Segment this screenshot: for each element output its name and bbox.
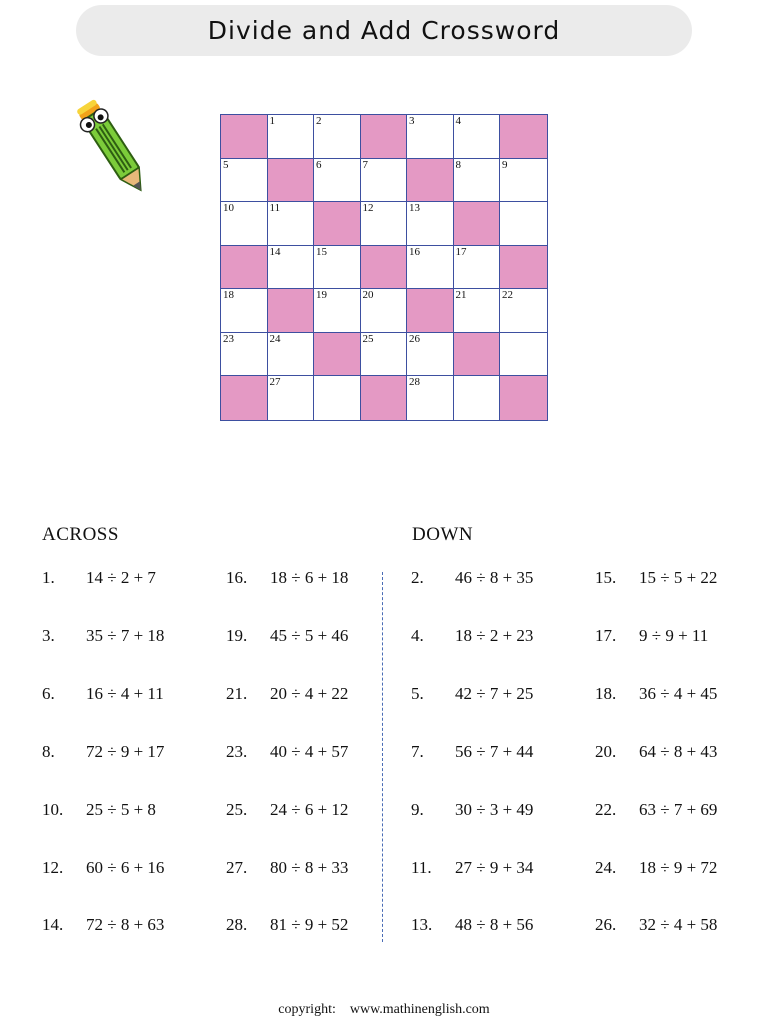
answer-cell[interactable] bbox=[500, 159, 547, 203]
cell-number: 25 bbox=[362, 332, 374, 345]
shaded-cell bbox=[500, 115, 547, 159]
shaded-cell bbox=[361, 376, 408, 420]
cell-number: 4 bbox=[455, 115, 461, 127]
shaded-cell bbox=[221, 246, 268, 290]
cell-number: 23 bbox=[223, 332, 234, 345]
answer-cell[interactable] bbox=[361, 159, 408, 203]
cell-number: 10 bbox=[223, 202, 234, 214]
cell-number: 19 bbox=[316, 289, 327, 301]
shaded-cell bbox=[314, 202, 361, 246]
cell-number: 24 bbox=[269, 332, 281, 345]
shaded-cell bbox=[314, 333, 361, 377]
clue-expression: 45 ÷ 5 + 46 bbox=[270, 626, 349, 645]
answer-cell[interactable] bbox=[314, 115, 361, 159]
clue-number: 12. bbox=[42, 858, 64, 877]
answer-cell[interactable] bbox=[407, 376, 454, 420]
shaded-cell bbox=[500, 376, 547, 420]
answer-cell[interactable] bbox=[407, 333, 454, 377]
clue-expression: 80 ÷ 8 + 33 bbox=[270, 858, 349, 877]
down-heading: DOWN bbox=[412, 524, 474, 545]
clue-expression: 48 ÷ 8 + 56 bbox=[455, 915, 534, 934]
answer-cell[interactable] bbox=[314, 159, 361, 203]
page-title: Divide and Add Crossword bbox=[207, 16, 561, 45]
clue-number: 20. bbox=[595, 742, 617, 761]
clue-expression: 16 ÷ 4 + 11 bbox=[86, 684, 164, 703]
clue-expression: 72 ÷ 9 + 17 bbox=[86, 742, 165, 761]
clue-expression: 32 ÷ 4 + 58 bbox=[639, 915, 718, 934]
shaded-cell bbox=[361, 246, 408, 290]
clue-expression: 18 ÷ 6 + 18 bbox=[270, 568, 349, 587]
clue-expression: 40 ÷ 4 + 57 bbox=[270, 742, 349, 761]
answer-cell[interactable] bbox=[454, 246, 501, 290]
cell-number: 16 bbox=[409, 245, 420, 258]
clue-expression: 63 ÷ 7 + 69 bbox=[639, 800, 718, 819]
clue-number: 13. bbox=[411, 915, 433, 934]
cell-number: 9 bbox=[502, 158, 508, 171]
clue-expression: 72 ÷ 8 + 63 bbox=[86, 915, 165, 934]
clue-number: 16. bbox=[226, 568, 248, 587]
shaded-cell bbox=[407, 159, 454, 203]
clue-number: 1. bbox=[42, 568, 55, 587]
clue-number: 22. bbox=[595, 800, 617, 819]
cell-number: 21 bbox=[455, 289, 467, 301]
cell-number: 2 bbox=[316, 115, 322, 127]
answer-cell[interactable] bbox=[314, 289, 361, 333]
clue-number: 4. bbox=[411, 626, 424, 645]
clue-number: 19. bbox=[226, 626, 248, 645]
answer-cell[interactable] bbox=[500, 333, 547, 377]
clue-number: 26. bbox=[595, 915, 617, 934]
cell-number: 13 bbox=[409, 202, 420, 214]
answer-cell[interactable] bbox=[314, 246, 361, 290]
clue-expression: 35 ÷ 7 + 18 bbox=[86, 626, 165, 645]
clue-expression: 60 ÷ 6 + 16 bbox=[86, 858, 165, 877]
answer-cell[interactable] bbox=[221, 159, 268, 203]
cell-number: 26 bbox=[409, 332, 420, 345]
shaded-cell bbox=[454, 202, 501, 246]
clue-number: 11. bbox=[411, 858, 432, 877]
clue-expression: 20 ÷ 4 + 22 bbox=[270, 684, 349, 703]
answer-cell[interactable] bbox=[454, 159, 501, 203]
clue-expression: 25 ÷ 5 + 8 bbox=[86, 800, 156, 819]
clue-number: 7. bbox=[411, 742, 424, 761]
answer-cell[interactable] bbox=[500, 202, 547, 246]
cell-number: 11 bbox=[269, 202, 281, 214]
clue-number: 8. bbox=[42, 742, 55, 761]
cell-number: 15 bbox=[316, 245, 327, 258]
clue-expression: 42 ÷ 7 + 25 bbox=[455, 684, 534, 703]
cell-number: 1 bbox=[269, 115, 275, 127]
copyright-footer: copyright: www.mathinenglish.com bbox=[278, 1002, 490, 1017]
clue-number: 18. bbox=[595, 684, 617, 703]
clue-expression: 46 ÷ 8 + 35 bbox=[455, 568, 534, 587]
answer-cell[interactable] bbox=[407, 246, 454, 290]
cell-number: 17 bbox=[455, 245, 467, 258]
clue-number: 23. bbox=[226, 742, 248, 761]
answer-cell[interactable] bbox=[221, 333, 268, 377]
title-banner bbox=[76, 5, 692, 56]
pencil-mascot-icon bbox=[70, 85, 165, 210]
answer-cell[interactable] bbox=[361, 289, 408, 333]
shaded-cell bbox=[500, 246, 547, 290]
answer-cell[interactable] bbox=[454, 376, 501, 420]
cell-number: 3 bbox=[409, 115, 415, 127]
answer-cell[interactable] bbox=[221, 289, 268, 333]
clue-number: 14. bbox=[42, 915, 64, 934]
answer-cell[interactable] bbox=[268, 376, 315, 420]
clue-number: 6. bbox=[42, 684, 55, 703]
answer-cell[interactable] bbox=[407, 202, 454, 246]
clue-expression: 18 ÷ 2 + 23 bbox=[455, 626, 534, 645]
clue-number: 10. bbox=[42, 800, 64, 819]
clue-expression: 56 ÷ 7 + 44 bbox=[455, 742, 534, 761]
clue-expression: 36 ÷ 4 + 45 bbox=[639, 684, 718, 703]
clue-expression: 24 ÷ 6 + 12 bbox=[270, 800, 349, 819]
cell-number: 5 bbox=[223, 158, 229, 171]
clue-expression: 14 ÷ 2 + 7 bbox=[86, 568, 156, 587]
cell-number: 20 bbox=[362, 289, 374, 301]
shaded-cell bbox=[361, 115, 408, 159]
cell-number: 7 bbox=[362, 158, 368, 171]
clue-number: 21. bbox=[226, 684, 248, 703]
cell-number: 22 bbox=[502, 289, 513, 301]
clue-expression: 30 ÷ 3 + 49 bbox=[455, 800, 534, 819]
clue-expression: 27 ÷ 9 + 34 bbox=[455, 858, 534, 877]
cell-number: 8 bbox=[455, 158, 461, 171]
clue-number: 9. bbox=[411, 800, 424, 819]
clue-number: 15. bbox=[595, 568, 617, 587]
shaded-cell bbox=[454, 333, 501, 377]
answer-cell[interactable] bbox=[268, 333, 315, 377]
shaded-cell bbox=[221, 376, 268, 420]
cell-number: 28 bbox=[409, 376, 420, 388]
shaded-cell bbox=[268, 289, 315, 333]
clue-number: 2. bbox=[411, 568, 424, 587]
across-heading: ACROSS bbox=[42, 524, 119, 545]
clue-number: 25. bbox=[226, 800, 248, 819]
clue-number: 24. bbox=[595, 858, 617, 877]
answer-cell[interactable] bbox=[454, 115, 501, 159]
cell-number: 27 bbox=[269, 376, 281, 388]
shaded-cell bbox=[221, 115, 268, 159]
answer-cell[interactable] bbox=[361, 202, 408, 246]
cell-number: 12 bbox=[362, 202, 374, 214]
cell-number: 6 bbox=[316, 158, 322, 171]
clue-expression: 15 ÷ 5 + 22 bbox=[639, 568, 718, 587]
clue-number: 3. bbox=[42, 626, 55, 645]
answer-cell[interactable] bbox=[454, 289, 501, 333]
shaded-cell bbox=[268, 159, 315, 203]
answer-cell[interactable] bbox=[268, 115, 315, 159]
clue-expression: 81 ÷ 9 + 52 bbox=[270, 915, 349, 934]
crossword-grid bbox=[220, 114, 548, 421]
answer-cell[interactable] bbox=[361, 333, 408, 377]
answer-cell[interactable] bbox=[221, 202, 268, 246]
answer-cell[interactable] bbox=[268, 202, 315, 246]
answer-cell[interactable] bbox=[268, 246, 315, 290]
clue-number: 27. bbox=[226, 858, 248, 877]
clue-expression: 18 ÷ 9 + 72 bbox=[639, 858, 718, 877]
cell-number: 18 bbox=[223, 289, 234, 301]
cell-number: 14 bbox=[269, 245, 281, 258]
answer-cell[interactable] bbox=[500, 289, 547, 333]
answer-cell[interactable] bbox=[407, 115, 454, 159]
clue-expression: 64 ÷ 8 + 43 bbox=[639, 742, 718, 761]
clue-number: 17. bbox=[595, 626, 617, 645]
answer-cell[interactable] bbox=[314, 376, 361, 420]
column-divider bbox=[382, 572, 383, 942]
clue-number: 5. bbox=[411, 684, 424, 703]
clue-expression: 9 ÷ 9 + 11 bbox=[639, 626, 709, 645]
shaded-cell bbox=[407, 289, 454, 333]
clue-number: 28. bbox=[226, 915, 248, 934]
